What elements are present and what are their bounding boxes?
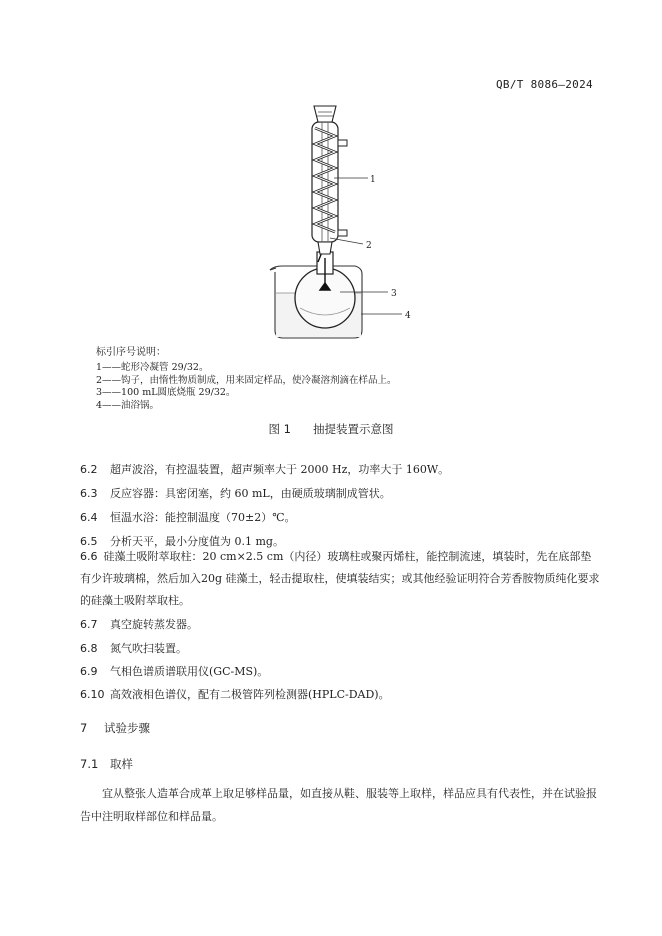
coil-condenser — [312, 106, 347, 254]
clause-6-4: 6.4 恒温水浴：能控制温度（70±2）℃。 — [80, 511, 296, 524]
legend-item: 1——蛇形冷凝管 29/32。 — [96, 362, 209, 373]
section-7-1-heading: 7.1 取样 — [80, 757, 133, 771]
clause-6-6: 6.6 硅藻土吸附萃取柱：20 cm×2.5 cm（内径）玻璃柱或聚丙烯柱，能控制流速，填装时，先在底部垫有少许玻璃棉，然后加入20g 硅藻土，轻击提取柱，使填装结实；或其他经验证明符合芳香胺物质纯化要求的硅藻土吸附萃取柱。 — [80, 550, 600, 607]
clause-6-5: 6.5 分析天平，最小分度值为 0.1 mg。 — [80, 535, 284, 548]
clause-6-8: 6.8 氮气吹扫装置。 — [80, 642, 187, 655]
figure-label-3: 3 — [391, 289, 397, 299]
clause-6-2: 6.2 超声波浴，有控温装置，超声频率大于 2000 Hz，功率大于 160W。 — [80, 463, 450, 476]
clause-6-10: 6.10 高效液相色谱仪，配有二极管阵列检测器(HPLC-DAD)。 — [80, 688, 390, 701]
legend-title: 标引序号说明： — [96, 347, 166, 358]
figure-title: 抽提装置示意图 — [312, 422, 394, 436]
section-7-heading: 7 试验步骤 — [80, 721, 150, 735]
figure-label-1: 1 — [370, 175, 376, 185]
legend-item: 4——油浴锅。 — [96, 399, 160, 411]
legend-item: 3——100 mL圆底烧瓶 29/32。 — [96, 387, 236, 398]
clause-6-3: 6.3 反应容器：具密闭塞，约 60 mL，由硬质玻璃制成管状。 — [80, 487, 391, 500]
clause-6-7: 6.7 真空旋转蒸发器。 — [80, 618, 198, 631]
section-7-1-paragraph: 宜从整张人造革合成革上取足够样品量，如直接从鞋、服装等上取样，样品应具有代表性，并在试验报告中注明取样部位和样品量。 — [80, 787, 597, 823]
figure-label-4: 4 — [405, 311, 411, 321]
figure-legend — [96, 362, 397, 412]
clause-6-9: 6.9 气相色谱质谱联用仪(GC-MS)。 — [80, 665, 269, 678]
figure-label-2: 2 — [366, 241, 372, 251]
legend-item: 2——钩子，由惰性物质制成，用来固定样品，使冷凝溶剂滴在样品上。 — [96, 374, 397, 386]
standard-number: QB/T 8086—2024 — [496, 78, 593, 91]
figure-caption — [0, 421, 662, 437]
figure-number: 图 1 — [268, 422, 291, 436]
